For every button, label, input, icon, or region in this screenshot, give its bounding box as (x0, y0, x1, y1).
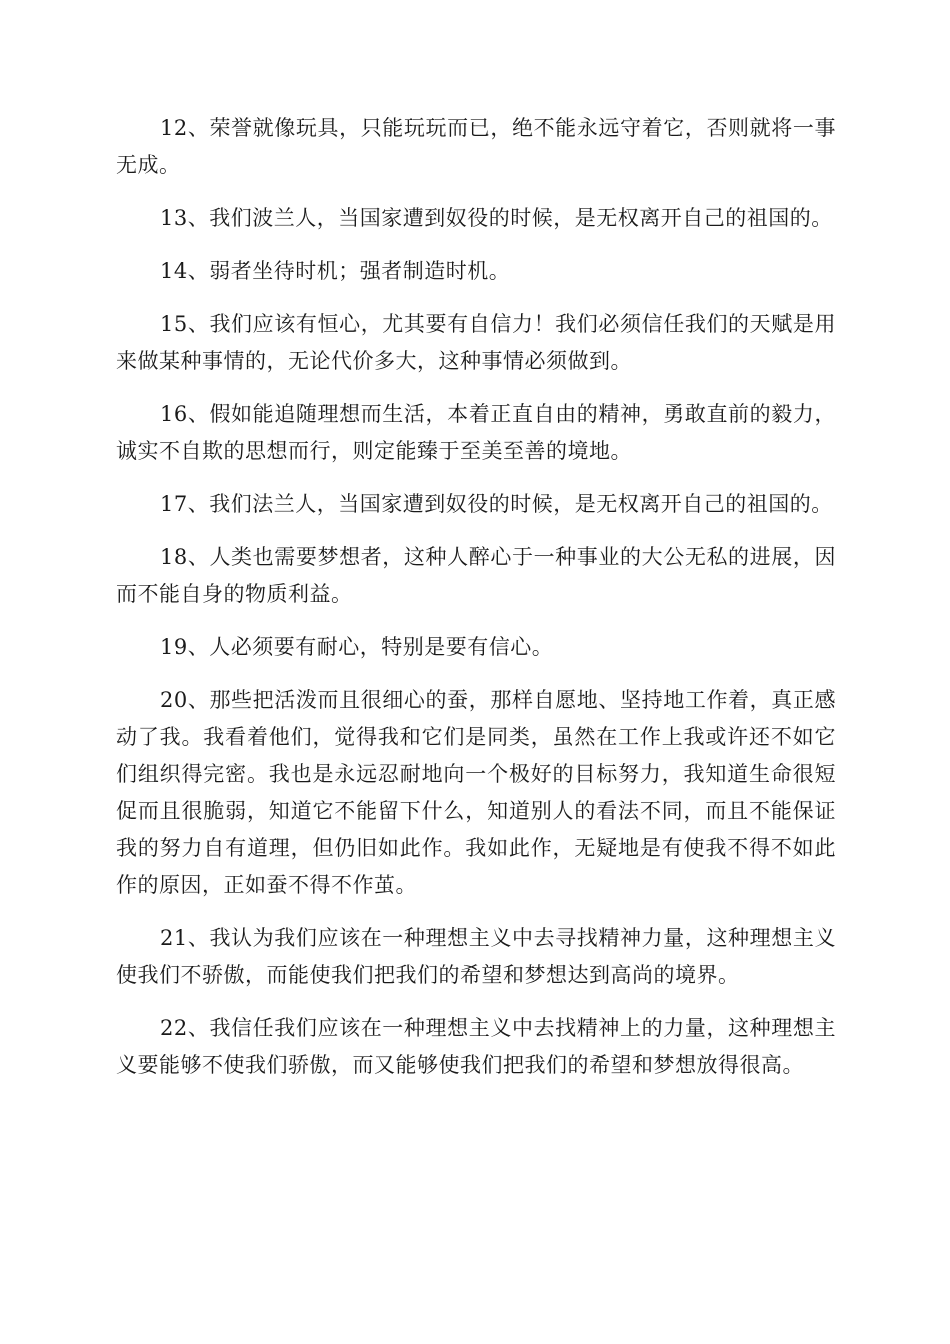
document-body (116, 110, 836, 1100)
paragraph-16: 16、假如能追随理想而生活，本着正直自由的精神，勇敢直前的毅力，诚实不自欺的思想而行，则定能臻于至美至善的境地。 (116, 402, 836, 463)
paragraph-17: 17、我们法兰人，当国家遭到奴役的时候，是无权离开自己的祖国的。 (160, 492, 833, 516)
paragraph-20: 20、那些把活泼而且很细心的蚕，那样自愿地、坚持地工作着，真正感动了我。我看着他们，觉得我和它们是同类，虽然在工作上我或许还不如它们组织得完密。我也是永远忍耐地向一个极好的目标努力，我知道生命很短促而且很脆弱，知道它不能留下什么，知道别人的看法不同，而且不能保证我的努力自有道理，但仍旧如此作。我如此作，无疑地是有使我不得不如此作的原因，正如蚕不得不作茧。 (116, 688, 836, 897)
paragraph-21: 21、我认为我们应该在一种理想主义中去寻找精神力量，这种理想主义使我们不骄傲，而能使我们把我们的希望和梦想达到高尚的境界。 (116, 926, 836, 987)
paragraph-18: 18、人类也需要梦想者，这种人醉心于一种事业的大公无私的进展，因而不能自身的物质利益。 (116, 545, 836, 606)
paragraph-19: 19、人必须要有耐心，特别是要有信心。 (160, 635, 554, 659)
paragraph-13: 13、我们波兰人，当国家遭到奴役的时候，是无权离开自己的祖国的。 (160, 206, 833, 230)
paragraph-15: 15、我们应该有恒心，尤其要有自信力！我们必须信任我们的天赋是用来做某种事情的，无论代价多大，这种事情必须做到。 (116, 312, 836, 373)
paragraph-14: 14、弱者坐待时机；强者制造时机。 (160, 259, 511, 283)
paragraph-12: 12、荣誉就像玩具，只能玩玩而已，绝不能永远守着它，否则就将一事无成。 (116, 116, 836, 177)
paragraph-22: 22、我信任我们应该在一种理想主义中去找精神上的力量，这种理想主义要能够不使我们骄傲，而又能够使我们把我们的希望和梦想放得很高。 (116, 1016, 836, 1077)
